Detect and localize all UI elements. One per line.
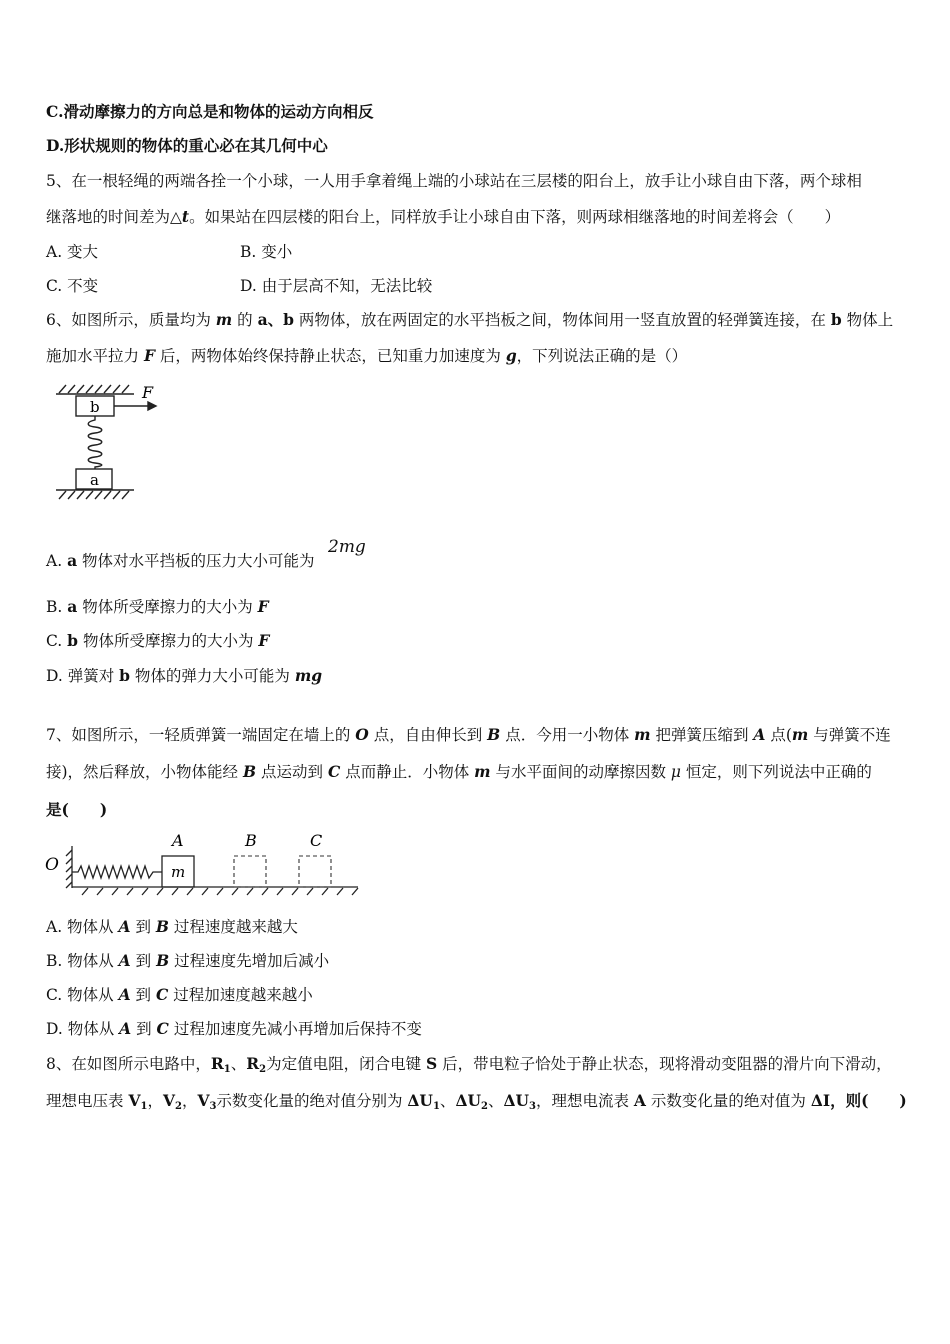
- q6-spring-diagram: [50, 380, 170, 505]
- q4-option-c: C.滑动摩擦力的方向总是和物体的运动方向相反: [46, 102, 374, 121]
- q5-option-b: B. 变小: [240, 243, 293, 261]
- q4-option-d: D.形状规则的物体的重心必在其几何中心: [46, 136, 328, 155]
- q5-option-d: D. 由于层高不知，无法比较: [240, 277, 433, 295]
- q7-spring-wall-diagram: [42, 826, 362, 898]
- q6-stem-line2: 施加水平拉力 F 后，两物体始终保持静止状态，已知重力加速度为 g，下列说法正确的是（）: [46, 346, 688, 365]
- q5-stem-line2: 继落地的时间差为△t。如果站在四层楼的阳台上，同样放手让小球自由下落，则两球相继落地的时间差将会（ ）: [46, 207, 841, 226]
- q6-option-d: D. 弹簧对 b 物体的弹力大小可能为 mg: [46, 666, 323, 685]
- q7-label-B: B: [245, 831, 257, 850]
- q7-option-c: C. 物体从 A 到 C 过程加速度越来越小: [46, 985, 313, 1004]
- q8-stem-line1: 8、在如图所示电路中，$R_1$、$R_2$为定值电阻，闭合电键 S 后，带电粒子恰处于静止状态，现将滑动变阻器的滑片向下滑动，: [46, 1054, 892, 1075]
- q7-label-C: C: [310, 831, 323, 850]
- q7-option-b: B. 物体从 A 到 B 过程速度先增加后减小: [46, 951, 330, 970]
- q7-option-d: D. 物体从 A 到 C 过程加速度先减小再增加后保持不变: [46, 1019, 422, 1038]
- q6-option-a: A. a 物体对水平挡板的压力大小可能为: [46, 551, 315, 570]
- q5-option-c: C. 不变: [46, 277, 99, 295]
- q6-label-F: F: [142, 383, 154, 402]
- q5-option-a: A. 变大: [46, 243, 99, 261]
- q6-option-b: B. a 物体所受摩擦力的大小为 F: [46, 597, 269, 616]
- q5-stem-line1: 5、在一根轻绳的两端各拴一个小球，一人用手拿着绳上端的小球站在三层楼的阳台上，放手让小球自由下落，两个球相: [46, 172, 862, 190]
- q5-options-row1: [46, 242, 98, 262]
- q6-stem-line1: 6、如图所示，质量均为 m 的 a、b 两物体，放在两固定的水平挡板之间，物体间用一竖直放置的轻弹簧连接，在 b 物体上: [46, 310, 894, 329]
- q7-label-O: O: [45, 855, 59, 875]
- q6-option-a-formula: 2mg: [328, 537, 366, 557]
- q7-stem-line1: 7、如图所示，一轻质弹簧一端固定在墙上的 O 点，自由伸长到 B 点．今用一小物体 m 把弹簧压缩到 A 点(m 与弹簧不连: [46, 725, 891, 744]
- q6-option-c: C. b 物体所受摩擦力的大小为 F: [46, 631, 270, 650]
- q6-label-b: b: [90, 398, 100, 416]
- q7-stem-line2: 接)，然后释放，小物体能经 B 点运动到 C 点而静止．小物体 m 与水平面间的动摩擦因数 μ 恒定，则下列说法中正确的: [46, 762, 872, 781]
- q7-stem-line3: 是( ): [46, 800, 108, 819]
- q8-stem-line2: 理想电压表 $V_1$，$V_2$，$V_3$示数变化量的绝对值分别为 $\Delta U_1$、$\Delta U_2$、$\Delta U_3$，理想电流表 A 示数变化量的绝对值为 ΔI，则( ): [46, 1091, 907, 1112]
- q7-option-a: A. 物体从 A 到 B 过程速度越来越大: [46, 917, 298, 936]
- q6-label-a: a: [90, 471, 99, 489]
- q7-label-m: m: [171, 863, 186, 881]
- q7-label-A: A: [172, 831, 184, 850]
